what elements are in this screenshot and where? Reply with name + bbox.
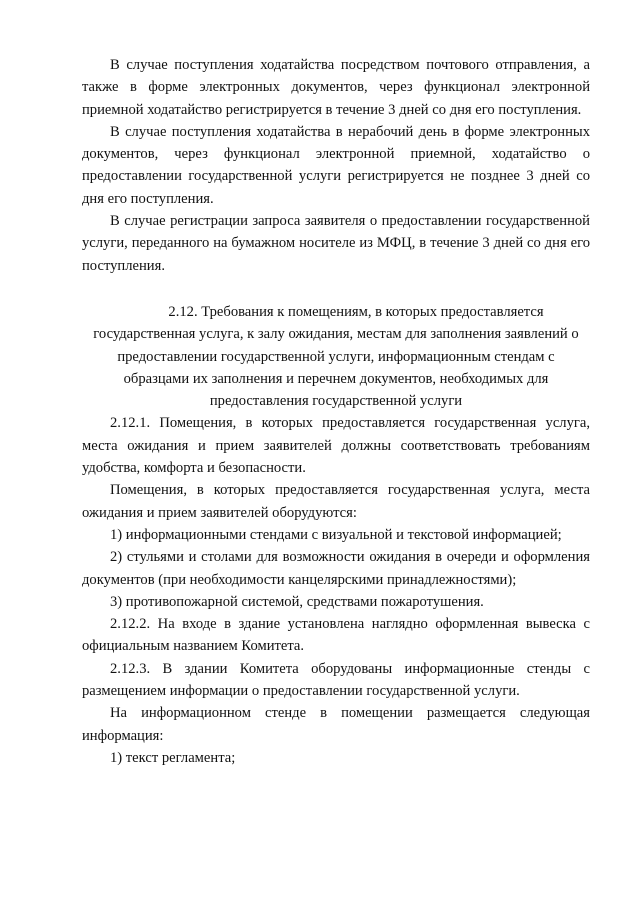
paragraph-postal-registration: В случае поступления ходатайства посредством почтового отправления, а также в форме электронных документов, через функционал электронной приемной ходатайство регистрируется в течение 3 дней со дня его поступления. [82, 57, 590, 118]
paragraph-nonworking-day-registration: В случае поступления ходатайства в нерабочий день в форме электронных документов, через функционал электронной приемной, ходатайство о предоставлении государственной услуги регистрируется не позднее 3 дней со дня его поступления. [82, 123, 590, 207]
list-item-info-stands: 1) информационными стендами с визуальной и текстовой информацией; [110, 526, 562, 543]
section-heading-line: образцами их заполнения и перечнем документов, необходимых для [123, 370, 549, 387]
paragraph-mfc-registration: В случае регистрации запроса заявителя о предоставлении государственной услуги, переданного на бумажном носителе из МФЦ, в течение 3 дней со дня его поступления. [82, 213, 590, 274]
list-item-fire-system: 3) противопожарной системой, средствами пожаротушения. [110, 593, 484, 610]
document-page [82, 54, 590, 769]
section-heading-2-12 [82, 301, 590, 412]
section-heading-line: предоставлении государственной услуги, информационным стендам с [117, 348, 555, 365]
list-item-chairs-tables: 2) стульями и столами для возможности ожидания в очереди и оформления документов (при необходимости канцелярскими принадлежностями); [82, 549, 590, 588]
paragraph-2-12-3: 2.12.3. В здании Комитета оборудованы информационные стенды с размещением информации о предоставлении государственной услуги. [82, 660, 590, 700]
section-heading-line: 2.12. Требования к помещениям, в которых предоставляется [168, 303, 544, 320]
paragraph-info-stand-contents: На информационном стенде в помещении размещается следующая информация: [82, 705, 590, 744]
section-heading-line: предоставления государственной услуги [209, 393, 463, 410]
paragraph-2-12-1: 2.12.1. Помещения, в которых предоставляется государственная услуга, места ожидания и прием заявителей должны соответствовать требованиям удобства, комфорта и безопасности. [82, 415, 590, 477]
paragraph-premises-equipment: Помещения, в которых предоставляется государственная услуга, места ожидания и прием заявителей оборудуются: [82, 482, 590, 521]
list-item-regulation-text: 1) текст регламента; [110, 749, 236, 766]
section-heading-line: государственная услуга, к залу ожидания, местам для заполнения заявлений о [93, 326, 579, 343]
paragraph-2-12-2: 2.12.2. На входе в здание установлена наглядно оформленная вывеска с официальным названием Комитета. [82, 616, 590, 655]
